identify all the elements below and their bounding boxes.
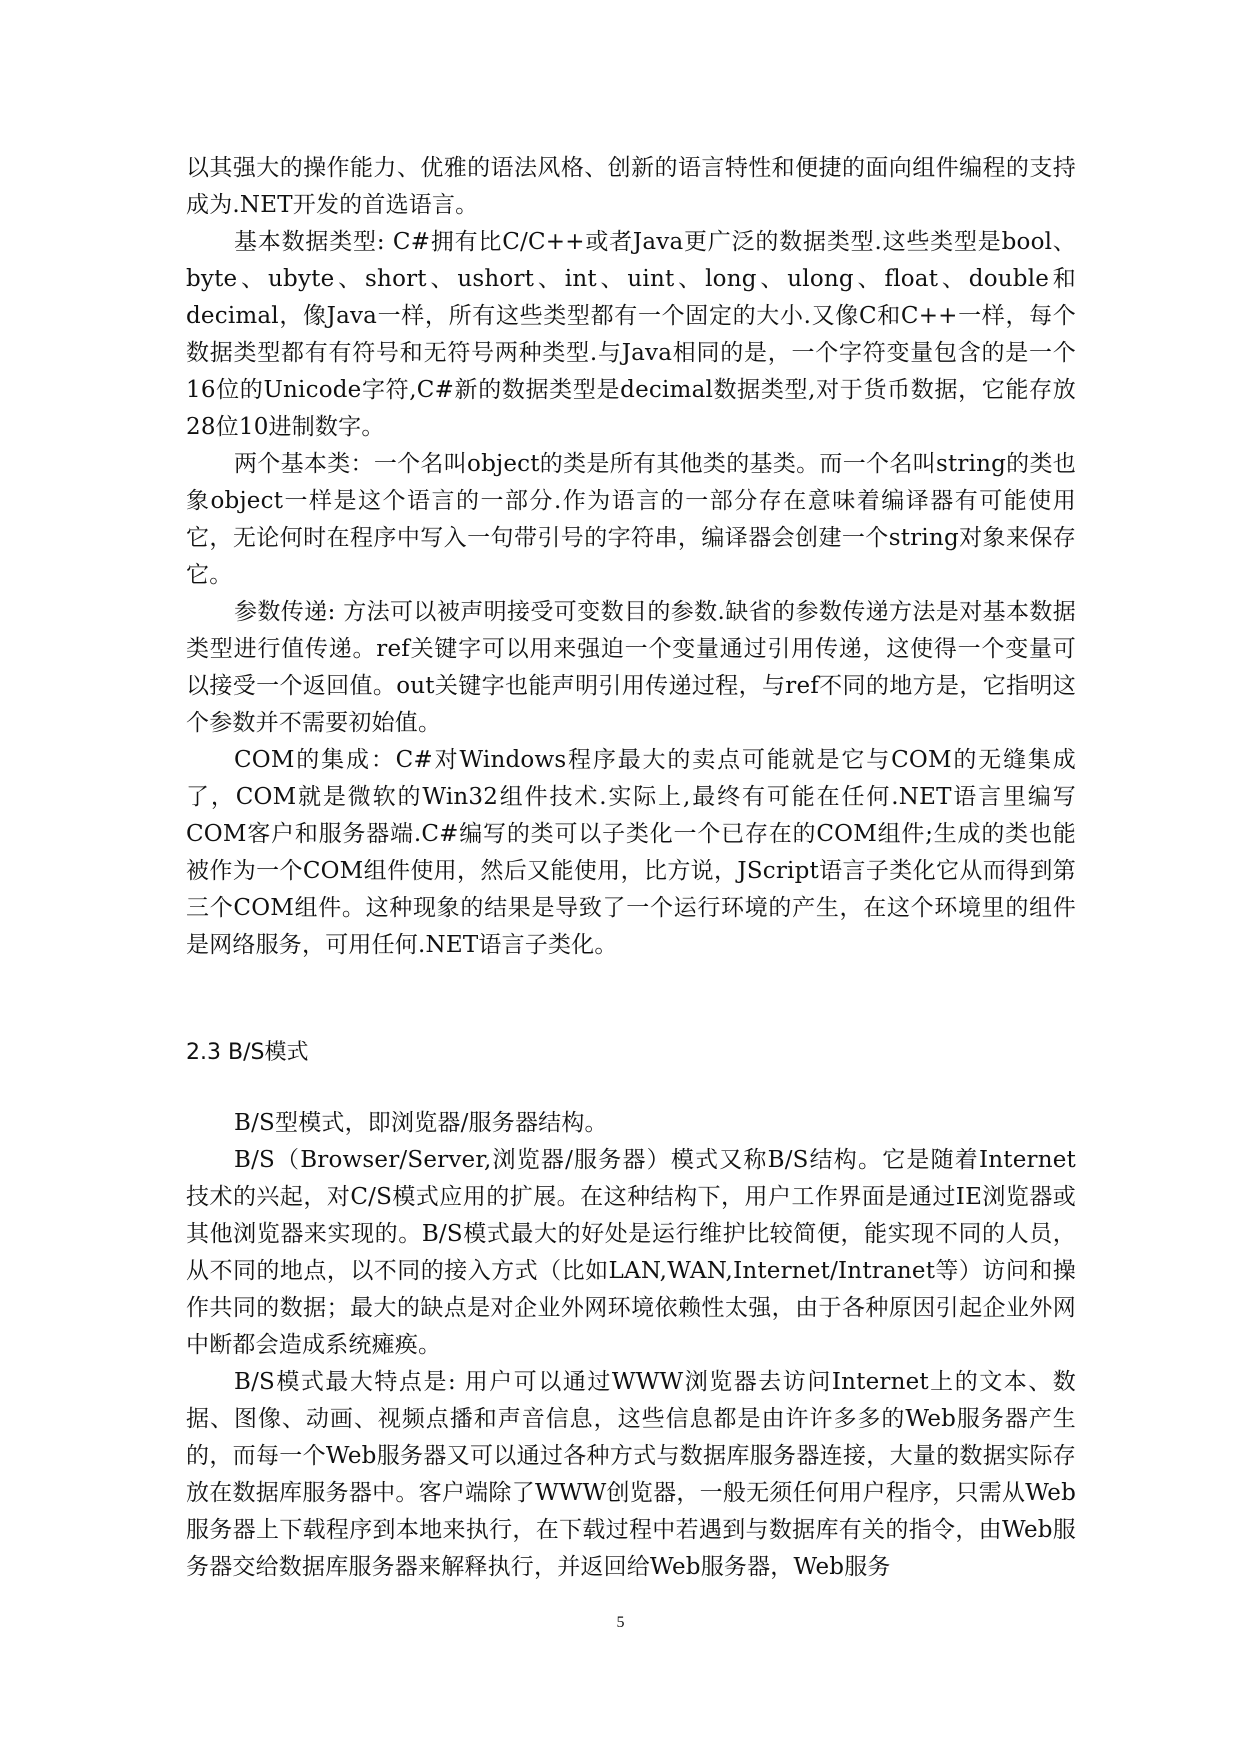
page-number: 5	[616, 1614, 625, 1631]
paragraph-bs-definition: B/S型模式，即浏览器/服务器结构。	[234, 1110, 608, 1136]
document-body	[186, 150, 1076, 1586]
paragraph-base-classes: 两个基本类：一个名叫object的类是所有其他类的基类。而一个名叫string的类也象object一样是这个语言的一部分.作为语言的一部分存在意味着编译器有可能使用它，无论何时在程序中写入一句带引号的字符串，编译器会创建一个string对象来保存它。	[186, 451, 1076, 588]
section-heading-bs-mode: 2.3 B/S模式	[186, 1040, 309, 1065]
paragraph-com-integration: COM的集成：C#对Windows程序最大的卖点可能就是它与COM的无缝集成了，COM就是微软的Win32组件技术.实际上,最终有可能在任何.NET语言里编写COM客户和服务器端.C#编写的类可以子类化一个已存在的COM组件;生成的类也能被作为一个COM组件使用，然后又能使用，比方说，JScript语言子类化它从而得到第三个COM组件。这种现象的结果是导致了一个运行环境的产生，在这个环境里的组件是网络服务，可用任何.NET语言子类化。	[186, 747, 1076, 958]
paragraph-basic-data-types: 基本数据类型: C#拥有比C/C++或者Java更广泛的数据类型.这些类型是bool、byte、ubyte、short、ushort、int、uint、long、ulong、float、double和decimal，像Java一样，所有这些类型都有一个固定的大小.又像C和C++一样，每个数据类型都有有符号和无符号两种类型.与Java相同的是，一个字符变量包含的是一个16位的Unicode字符,C#新的数据类型是decimal数据类型,对于货币数据，它能存放28位10进制数字。	[186, 229, 1076, 440]
paragraph-parameter-passing: 参数传递: 方法可以被声明接受可变数目的参数.缺省的参数传递方法是对基本数据类型进行值传递。ref关键字可以用来强迫一个变量通过引用传递，这使得一个变量可以接受一个返回值。out关键字也能声明引用传递过程，与ref不同的地方是，它指明这个参数并不需要初始值。	[186, 599, 1076, 736]
paragraph-bs-structure: B/S（Browser/Server,浏览器/服务器）模式又称B/S结构。它是随着Internet技术的兴起，对C/S模式应用的扩展。在这种结构下，用户工作界面是通过IE浏览器或其他浏览器来实现的。B/S模式最大的好处是运行维护比较简便，能实现不同的人员，从不同的地点，以不同的接入方式（比如LAN,WAN,Internet/Intranet等）访问和操作共同的数据；最大的缺点是对企业外网环境依赖性太强，由于各种原因引起企业外网中断都会造成系统瘫痪。	[186, 1147, 1076, 1358]
paragraph-csharp-intro-continued: 以其强大的操作能力、优雅的语法风格、创新的语言特性和便捷的面向组件编程的支持成为.NET开发的首选语言。	[186, 155, 1076, 218]
paragraph-bs-features: B/S模式最大特点是: 用户可以通过WWW浏览器去访问Internet上的文本、数据、图像、动画、视频点播和声音信息，这些信息都是由许许多多的Web服务器产生的，而每一个Web服务器又可以通过各种方式与数据库服务器连接，大量的数据实际存放在数据库服务器中。客户端除了WWW创览器，一般无须任何用户程序，只需从Web服务器上下载程序到本地来执行，在下载过程中若遇到与数据库有关的指令，由Web服务器交给数据库服务器来解释执行，并返回给Web服务器，Web服务	[186, 1369, 1076, 1580]
